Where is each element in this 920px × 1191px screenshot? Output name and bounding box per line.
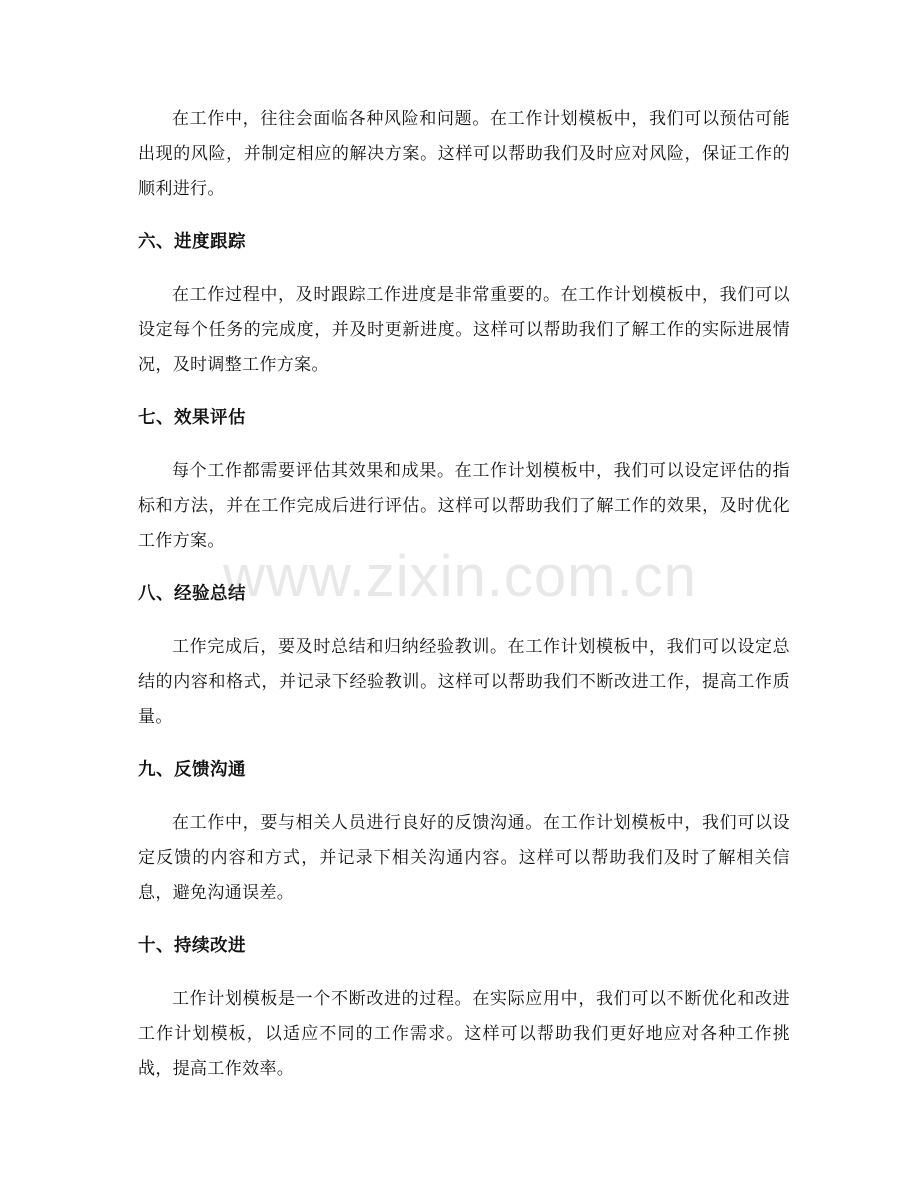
section-paragraph: 工作完成后，要及时总结和归纳经验教训。在工作计划模板中，我们可以设定总结的内容和格式，并记录下经验教训。这样可以帮助我们不断改进工作，提高工作质量。 xyxy=(138,637,790,727)
section-experience-summary xyxy=(138,577,790,735)
document-body xyxy=(138,102,790,1105)
section-feedback-communication xyxy=(138,753,790,911)
section-paragraph: 在工作过程中，及时跟踪工作进度是非常重要的。在工作计划模板中，我们可以设定每个任务的完成度，并及时更新进度。这样可以帮助我们了解工作的实际进展情况，及时调整工作方案。 xyxy=(138,285,790,375)
section-heading: 九、反馈沟通 xyxy=(138,760,246,780)
section-heading: 八、经验总结 xyxy=(138,584,246,604)
section-paragraph: 在工作中，要与相关人员进行良好的反馈沟通。在工作计划模板中，我们可以设定反馈的内容和方式，并记录下相关沟通内容。这样可以帮助我们及时了解相关信息，避免沟通误差。 xyxy=(138,813,790,903)
section-heading: 七、效果评估 xyxy=(138,408,246,428)
section-heading: 十、持续改进 xyxy=(138,936,246,956)
watermark: www.zixin.com.cn xyxy=(223,544,697,609)
section-progress-tracking xyxy=(138,225,790,383)
section-paragraph: 工作计划模板是一个不断改进的过程。在实际应用中，我们可以不断优化和改进工作计划模板，以适应不同的工作需求。这样可以帮助我们更好地应对各种工作挑战，提高工作效率。 xyxy=(138,989,790,1079)
section-heading: 六、进度跟踪 xyxy=(138,232,246,252)
section-continuous-improvement xyxy=(138,929,790,1087)
intro-paragraph: 在工作中，往往会面临各种风险和问题。在工作计划模板中，我们可以预估可能出现的风险，并制定相应的解决方案。这样可以帮助我们及时应对风险，保证工作的顺利进行。 xyxy=(138,109,790,199)
section-paragraph: 每个工作都需要评估其效果和成果。在工作计划模板中，我们可以设定评估的指标和方法，并在工作完成后进行评估。这样可以帮助我们了解工作的效果，及时优化工作方案。 xyxy=(138,461,790,551)
section-effect-evaluation xyxy=(138,401,790,559)
